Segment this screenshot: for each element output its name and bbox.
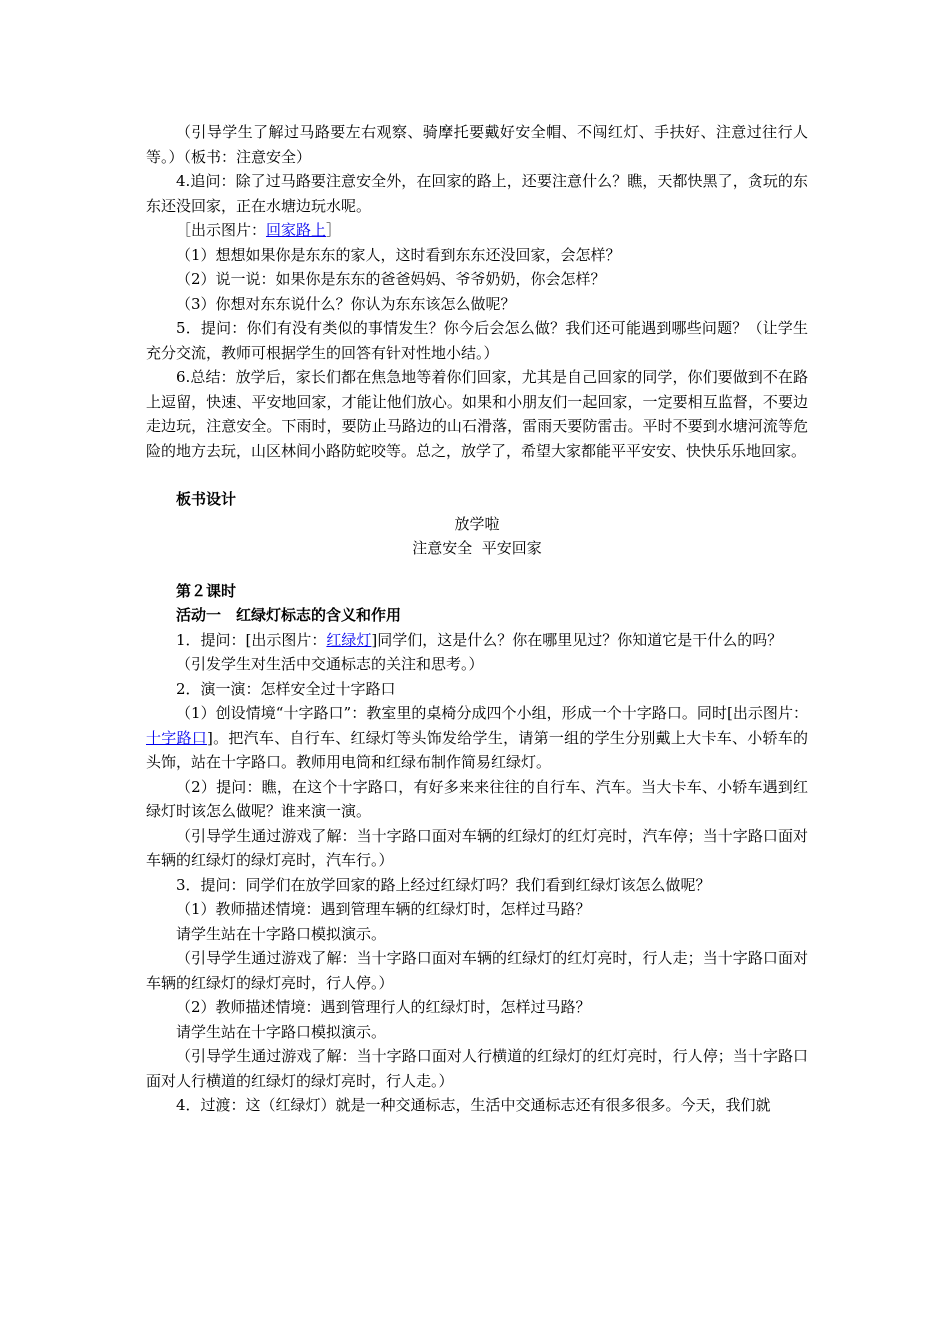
paragraph: 4.追问：除了过马路要注意安全外，在回家的路上，还要注意什么？瞧，天都快黑了，贪玩的东东还没回家，正在水塘边玩水呢。 <box>146 172 808 215</box>
activity-heading: 活动一 红绿灯标志的含义和作用 <box>176 606 402 624</box>
paragraph: 请学生站在十字路口模拟演示。 <box>176 1022 387 1041</box>
board-line-subtitle: 注意安全 平安回家 <box>412 539 542 557</box>
paragraph: （3）你想对东东说什么？你认为东东该怎么做呢？ <box>176 294 516 313</box>
paragraph: （引发学生对生活中交通标志的关注和思考。） <box>176 655 484 673</box>
image-link-crossroad[interactable]: 十字路口 <box>146 728 208 747</box>
paragraph: （1）想想如果你是东东的家人，这时看到东东还没回家，会怎样？ <box>176 245 621 264</box>
board-design-heading: 板书设计 <box>176 490 237 508</box>
paragraph: 请学生站在十字路口模拟演示。 <box>176 924 387 943</box>
paragraph: 6.总结：放学后，家长们都在焦急地等着你们回家，尤其是自己回家的同学，你们要做到不在路上逗留，快速、平安地回家，才能让他们放心。如果和小朋友们一起回家，一定要相互监督，不要边走边玩，注意安全。下雨时，要防止马路边的山石滑落，雷雨天要防雷击。平时不要到水塘河流等危险的地方去玩，山区林间小路防蛇咬等。总之，放学了，希望大家都能平平安安、快快乐乐地回家。 <box>146 368 808 460</box>
text: ]同学们，这是什么？你在哪里见过？你知道它是干什么的吗？ <box>371 630 783 649</box>
paragraph: 2．演一演：怎样安全过十字路口 <box>176 679 396 698</box>
paragraph: （引导学生了解过马路要左右观察、骑摩托要戴好安全帽、不闯红灯、手扶好、注意过往行人等。）（板书：注意安全） <box>146 123 808 166</box>
image-link-way-home[interactable]: 回家路上 <box>266 221 327 239</box>
paragraph: （引导学生通过游戏了解：当十字路口面对人行横道的红绿灯的红灯亮时，行人停；当十字路口面对人行横道的红绿灯的绿灯亮时，行人走。） <box>146 1047 808 1090</box>
image-link-traffic-light[interactable]: 红绿灯 <box>326 630 372 649</box>
paragraph <box>146 701 808 775</box>
paragraph: （2）提问：瞧，在这个十字路口，有好多来来往往的自行车、汽车。当大卡车、小轿车遇到红绿灯时该怎么做呢？谁来演一演。 <box>146 777 808 820</box>
paragraph: （引导学生通过游戏了解：当十字路口面对车辆的红绿灯的红灯亮时，行人走；当十字路口面对车辆的红绿灯的绿灯亮时，行人停。） <box>146 949 808 992</box>
paragraph: （1）教师描述情境：遇到管理车辆的红绿灯时，怎样过马路？ <box>176 900 591 918</box>
text: 1．提问：[出示图片： <box>176 630 327 649</box>
spacer <box>146 463 808 487</box>
paragraph: （2）说一说：如果你是东东的爸爸妈妈、爷爷奶奶，你会怎样？ <box>176 270 606 288</box>
board-line-title: 放学啦 <box>454 514 500 533</box>
paragraph: 4．过渡：这（红绿灯）就是一种交通标志，生活中交通标志还有很多很多。今天，我们就 <box>176 1096 771 1114</box>
paragraph: （2）教师描述情境：遇到管理行人的红绿灯时，怎样过马路？ <box>176 998 591 1016</box>
paragraph: 5．提问：你们有没有类似的事情发生？你今后会怎么做？我们还可能遇到哪些问题？（让学生充分交流，教师可根据学生的回答有针对性地小结。） <box>146 319 808 362</box>
paragraph: （引导学生通过游戏了解：当十字路口面对车辆的红绿灯的红灯亮时，汽车停；当十字路口面对车辆的红绿灯的绿灯亮时，汽车行。） <box>146 826 808 869</box>
text: ［出示图片： <box>176 221 267 239</box>
document-body <box>146 120 808 1118</box>
text: ]。把汽车、自行车、红绿灯等头饰发给学生，请第一组的学生分别戴上大卡车、小轿车的头饰，站在十字路口。教师用电筒和红绿布制作简易红绿灯。 <box>146 728 808 771</box>
paragraph <box>146 628 808 653</box>
paragraph <box>146 218 808 243</box>
paragraph: 3．提问：同学们在放学回家的路上经过红绿灯吗？我们看到红绿灯该怎么做呢？ <box>176 875 711 894</box>
lesson-heading: 第２课时 <box>176 581 237 600</box>
spacer <box>146 561 808 579</box>
text: （1）创设情境“十字路口”：教室里的桌椅分成四个小组，形成一个十字路口。同时[出示图片： <box>176 704 808 722</box>
text: ］ <box>326 221 342 239</box>
